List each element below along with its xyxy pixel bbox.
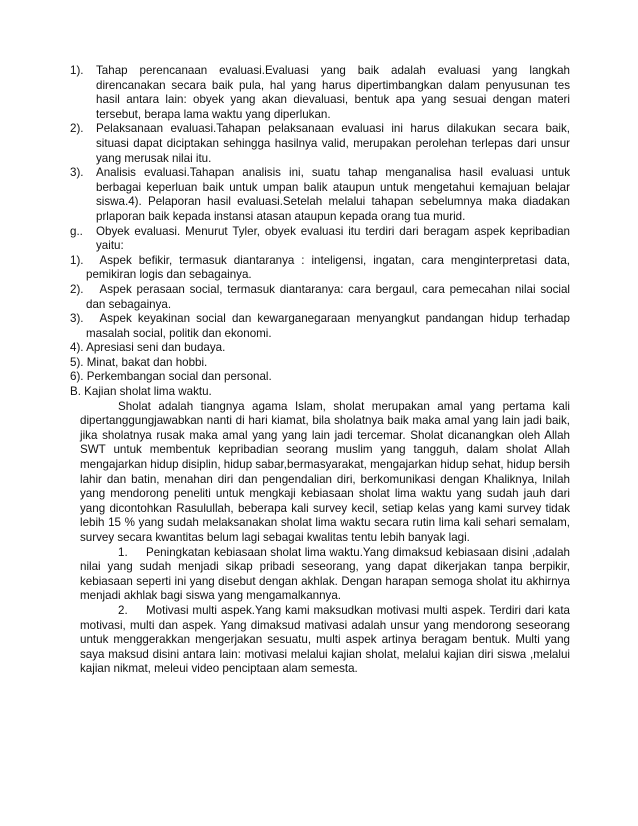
aspect-text: Aspek befikir, termasuk diantaranya : inteligensi, ingatan, cara menginterpretasi data, pemikiran logis dan sebagainya. [86,253,570,282]
list-item [70,64,570,122]
body-paragraph: Sholat adalah tiangnya agama Islam, sholat merupakan amal yang pertama kali dipertanggungjawabkan nanti di hari kiamat, bila sholatnya baik maka amal yang lain jadi baik, jika sholatnya rusak maka amal yang yang lain jadi tercemar. Sholat dicanangkan oleh Allah SWT untuk membentuk kepribadian seorang muslim yang tangguh, dalam sholat Allah mengajarkan hidup disiplin, hidup sabar,bermasyarakat, mengajarkan hidup sehat, hidup bersih lahir dan batin, menahan diri dan pengendalian diri, berkomunikasi dengan Khaliknya, Inilah yang mendorong peneliti untuk mengkaji kebiasaan sholat lima waktu yang sudah jauh dari yang dicontohkan Rasulullah, beberapa kali survey kecil, setiap kelas yang kami survey tidak lebih 15 % yang sudah melaksanakan sholat lima waktu secara rutin lima kali sehari semalam, survey secara kwantitas belum lagi sebagai kwalitas tentu lebih banyak lagi. [80,399,570,544]
list-item-number: 1). [70,64,84,77]
list-item [70,122,570,166]
simple-list-item: 5). Minat, bakat dan hobbi. [70,355,208,369]
list-item [70,166,570,224]
aspect-text: Aspek perasaan social, termasuk diantaranya: cara bergaul, cara pemecahan nilai social dan sebagainya. [86,282,570,311]
aspect-item [70,283,570,312]
aspect-item [70,254,570,283]
document-body [70,64,570,677]
aspect-item [70,312,570,341]
paragraph-number: 2. [118,603,128,617]
aspect-number: 1). [70,253,84,267]
list-item-text: Analisis evaluasi.Tahapan analisis ini, suatu tahap menganalisa hasil evaluasi untuk berbagai keperluan baik untuk umpan balik ataupun untuk mengetahui kemajuan belajar siswa.4). Pelaporan hasil evaluasi.Setelah melalui tahapan sebelumnya maka diadakan prlaporan baik kepada instansi atasan ataupun kepada orang tua murid. [96,166,570,223]
list-item-number: 2). [70,122,84,136]
numbered-paragraph [70,546,570,604]
list-item-number: g.. [70,224,83,238]
list-item-text: Obyek evaluasi. Menurut Tyler, obyek evaluasi itu terdiri dari beragam aspek kepribadian yaitu: [96,224,570,253]
simple-list-item: 6). Perkembangan social dan personal. [70,370,272,384]
list-item-number: 3). [70,166,84,180]
paragraph-number: 1. [118,545,128,559]
numbered-paragraph [70,604,570,677]
aspect-number: 2). [70,282,84,296]
paragraph-text: Motivasi multi aspek.Yang kami maksudkan motivasi multi aspek. Terdiri dari kata motivasi, multi dan aspek. Yang dimaksud mativasi adalah unsur yang mendorong seseorang untuk menggerakkan mengerjakan sesuatu, multi aspek artinya beragam bentuk. Multi yang saya maksud disini antara lain: motivasi melalui kajian sholat, melalui kajian diri siswa ,melalui kajian nikmat, meleui video penciptaan alam semesta. [80,603,570,676]
list-item-text: Tahap perencanaan evaluasi.Evaluasi yang baik adalah evaluasi yang langkah direncanakan secara baik pula, hal yang harus dipertimbangkan dalam penyusunan tes hasil antara lain: obyek yang akan dievaluasi, bentuk apa yang sesuai dengan materi tersebut, berapa lama waktu yang diperlukan. [96,64,570,121]
paragraph-text: Peningkatan kebiasaan sholat lima waktu.Yang dimaksud kebiasaan disini ,adalah nilai yang sudah menjadi sikap pribadi seseorang, yang dapat dikerjakan tanpa berpikir, kebiasaan seperti ini yang disebut dengan akhlak. Dengan harapan semoga sholat itu akhirnya menjadi akhlak bagi siswa yang mengamalkannya. [80,545,570,603]
aspect-text: Aspek keyakinan social dan kewarganegaraan menyangkut pandangan hidup terhadap masalah social, politik dan ekonomi. [86,312,570,340]
aspect-number: 3). [70,312,84,326]
section-heading: B. Kajian sholat lima waktu. [70,385,212,399]
list-item [70,225,570,254]
simple-list-item: 4). Apresiasi seni dan budaya. [70,341,226,355]
list-item-text: Pelaksanaan evaluasi.Tahapan pelaksanaan evaluasi ini harus dilakukan secara baik, situasi dapat diciptakan sehingga hasilnya valid, merupakan perolehan terlepas dari unsur yang merusak nilai itu. [96,122,570,165]
